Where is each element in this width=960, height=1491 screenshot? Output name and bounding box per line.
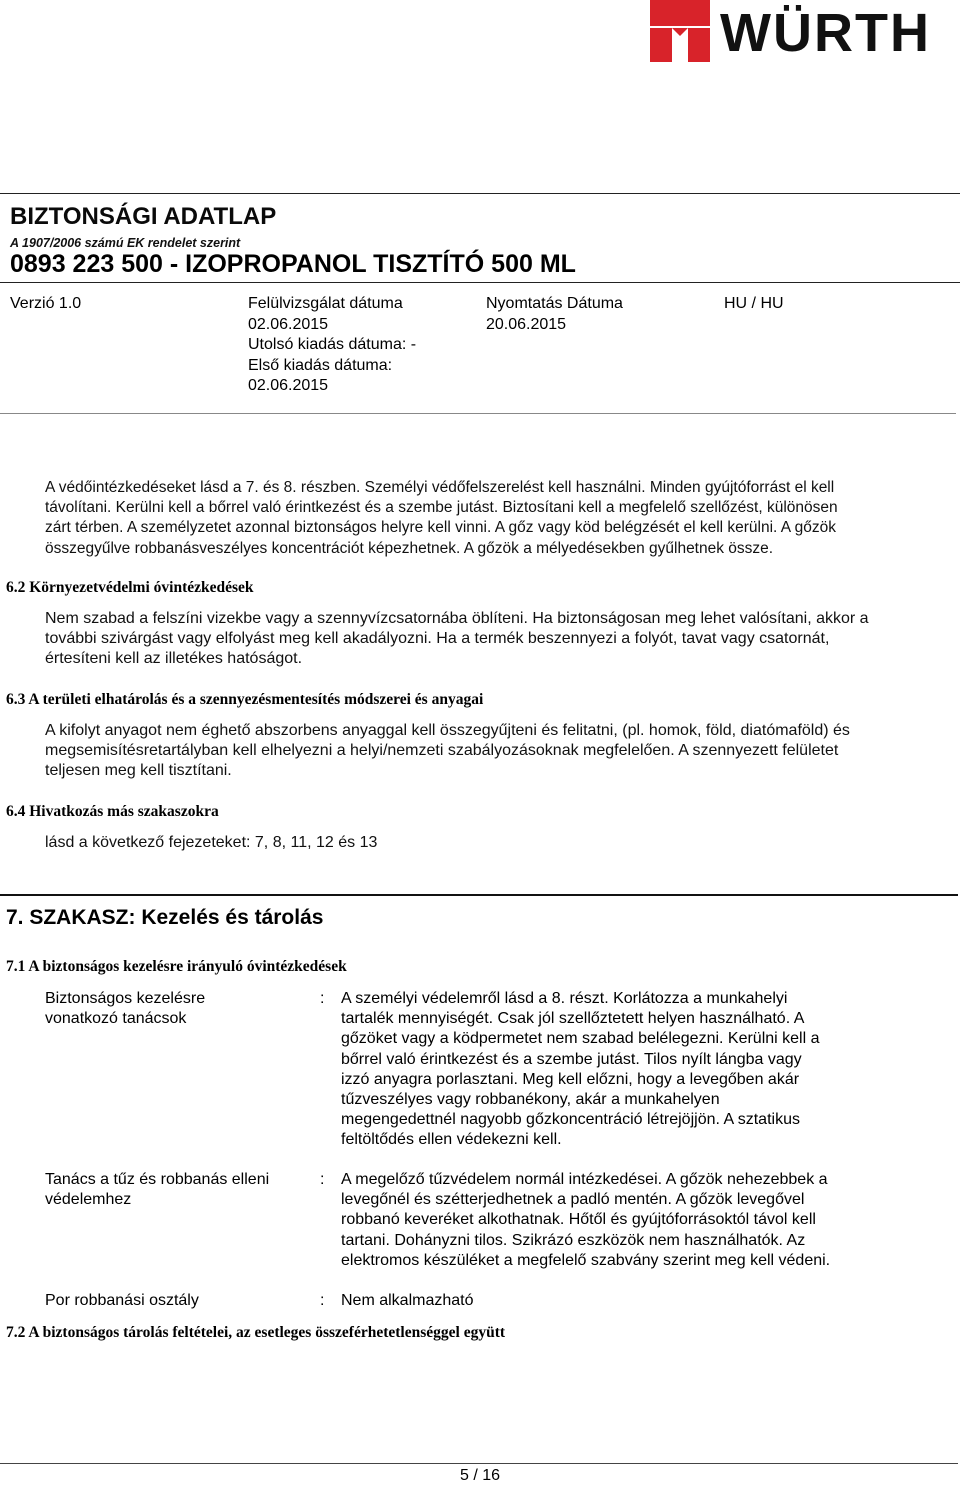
row-value-fire-protection	[341, 1170, 941, 1271]
row-label-fire-protection	[45, 1170, 269, 1210]
value-line: A megelőző tűzvédelem normál intézkedései. A gőzök nehezebbek a	[341, 1171, 828, 1188]
value-line: izzó anyagra porlasztani. Meg kell előzni, hogy a levegőben akár	[341, 1070, 800, 1088]
value-line: levegőnél és szétterjedhetnek a padló mentén. A gőzök levegővel	[341, 1191, 805, 1209]
language-code: HU / HU	[724, 295, 784, 312]
section6-intro	[45, 478, 950, 559]
row-label-safe-handling	[45, 989, 205, 1029]
logo-wordmark: WÜRTH	[720, 3, 931, 63]
row-colon: :	[320, 1171, 325, 1188]
product-rule	[0, 282, 960, 283]
text-line: Nem szabad a felszíni vizekbe vagy a szennyvízcsatornába öblíteni. Ha biztonságosan meg lehet valósítani, akkor a	[45, 610, 869, 627]
value-line: gőzöket vagy a ködpermetet nem szabad belélegezni. Kerülni kell a	[341, 1030, 820, 1048]
review-block	[248, 294, 416, 397]
first-issue-date: 02.06.2015	[248, 377, 329, 394]
section-6-3-text	[45, 721, 955, 782]
section-7-1-title: 7.1 A biztonságos kezelésre irányuló óvintézkedések	[6, 958, 347, 975]
product-title: 0893 223 500 - IZOPROPANOL TISZTÍTÓ 500 ML	[10, 250, 576, 278]
text-line: értesíteni kell az illetékes hatóságot.	[45, 650, 303, 668]
row-label-dust-explosion	[45, 1291, 199, 1311]
section-6-4-title: 6.4 Hivatkozás más szakaszokra	[6, 803, 219, 820]
value-line: Nem alkalmazható	[341, 1292, 474, 1309]
value-line: robbanó keveréket alkothatnak. Hőtől és gyújtóforrásoktól távol kell	[341, 1211, 816, 1229]
value-line: megengedettnél nagyobb gőzkoncentráció létrejöjjön. A sztatikus	[341, 1111, 800, 1129]
print-date: 20.06.2015	[486, 315, 567, 333]
text-line: összegyűlve robbanásveszélyes koncentrációt képezhetnek. A gőzök a mélyedésekben gyűlhetnek össze.	[45, 539, 774, 557]
header-top-rule	[0, 193, 960, 194]
row-value-safe-handling	[341, 989, 941, 1151]
section7-rule	[0, 894, 958, 896]
label-line: Tanács a tűz és robbanás elleni	[45, 1171, 270, 1188]
section-6-2-title: 6.2 Környezetvédelmi óvintézkedések	[6, 579, 254, 596]
label-line: vonatkozó tanácsok	[45, 1010, 187, 1028]
value-line: bőrrel való érintkezést és a szembe jutást. Tilos nyílt lángba vagy	[341, 1050, 802, 1068]
first-issue-label: Első kiadás dátuma:	[248, 356, 393, 374]
text-line: A védőintézkedéseket lásd a 7. és 8. részben. Személyi védőfelszerelést kell használni. Minden gyújtóforrást el kell	[45, 479, 835, 496]
text-line: további szivárgást vagy elfolyást meg kell akadályozni. Ha a termék beszennyezi a folyót, tavat vagy csatornát,	[45, 630, 830, 648]
text-line: távolítani. Kerülni kell a bőrrel való érintkezést és a szembe jutást. Biztosítani kell a megfelelő szellőzést, különösen	[45, 499, 838, 517]
section-7-title: 7. SZAKASZ: Kezelés és tárolás	[6, 906, 324, 929]
label-line: Biztonságos kezelésre	[45, 990, 206, 1007]
section-7-2-title: 7.2 A biztonságos tárolás feltételei, az esetleges összeférhetetlenséggel együtt	[6, 1324, 506, 1341]
label-line: védelemhez	[45, 1191, 132, 1209]
value-line: elektromos készüléket a megfelelő szabvány szerint meg kell védeni.	[341, 1251, 831, 1269]
value-line: tűzveszélyes vagy robbanékony, akár a munkahelyen	[341, 1091, 720, 1109]
section-6-2-text	[45, 609, 955, 670]
text-line: megsemisítésretartályban kell elhelyezni a helyi/nemzeti szabályozásoknak megfelelően. A szennyezett felületet	[45, 742, 839, 760]
section-6-4-text: lásd a következő fejezeteket: 7, 8, 11, 12 és 13	[45, 834, 378, 851]
text-line: A kifolyt anyagot nem éghető abszorbens anyaggal kell összegyűjteni és felitatni, (pl. homok, föld, diatómaföld) és	[45, 722, 850, 739]
row-colon: :	[320, 990, 325, 1007]
value-line: tartalék mennyiségét. Csak jól szellőztetett helyen használható. A	[341, 1010, 805, 1028]
row-colon: :	[320, 1292, 325, 1309]
review-label: Felülvizsgálat dátuma	[248, 295, 403, 312]
value-line: A személyi védelemről lásd a 8. részt. Korlátozza a munkahelyi	[341, 990, 788, 1007]
document-title: BIZTONSÁGI ADATLAP	[10, 203, 277, 230]
meta-bottom-rule	[0, 413, 956, 414]
wurth-logo	[648, 0, 960, 66]
page-number: 5 / 16	[459, 1467, 501, 1484]
label-line: Por robbanási osztály	[45, 1292, 199, 1309]
value-line: tartani. Dohányzni tilos. Szikrázó eszközök nem használhatók. Az	[341, 1231, 806, 1249]
text-line: zárt térben. A személyzetet azonnal biztonságos helyre kell vinni. A gőz vagy köd belégzését el kell kerülni. A gőzök	[45, 519, 836, 537]
wurth-logo-mark	[648, 0, 718, 66]
print-block	[486, 294, 623, 335]
document-subtitle: A 1907/2006 számú EK rendelet szerint	[10, 236, 241, 250]
text-line: teljesen meg kell tisztítani.	[45, 762, 232, 780]
last-issue: Utolsó kiadás dátuma: -	[248, 336, 417, 353]
value-line: feltöltődés ellen védekezni kell.	[341, 1131, 562, 1149]
footer-rule	[0, 1463, 958, 1464]
version: Verzió 1.0	[10, 295, 82, 312]
row-value-dust-explosion	[341, 1291, 474, 1311]
print-label: Nyomtatás Dátuma	[486, 295, 623, 312]
section-6-3-title: 6.3 A területi elhatárolás és a szennyezésmentesítés módszerei és anyagai	[6, 691, 484, 708]
review-date: 02.06.2015	[248, 315, 329, 333]
